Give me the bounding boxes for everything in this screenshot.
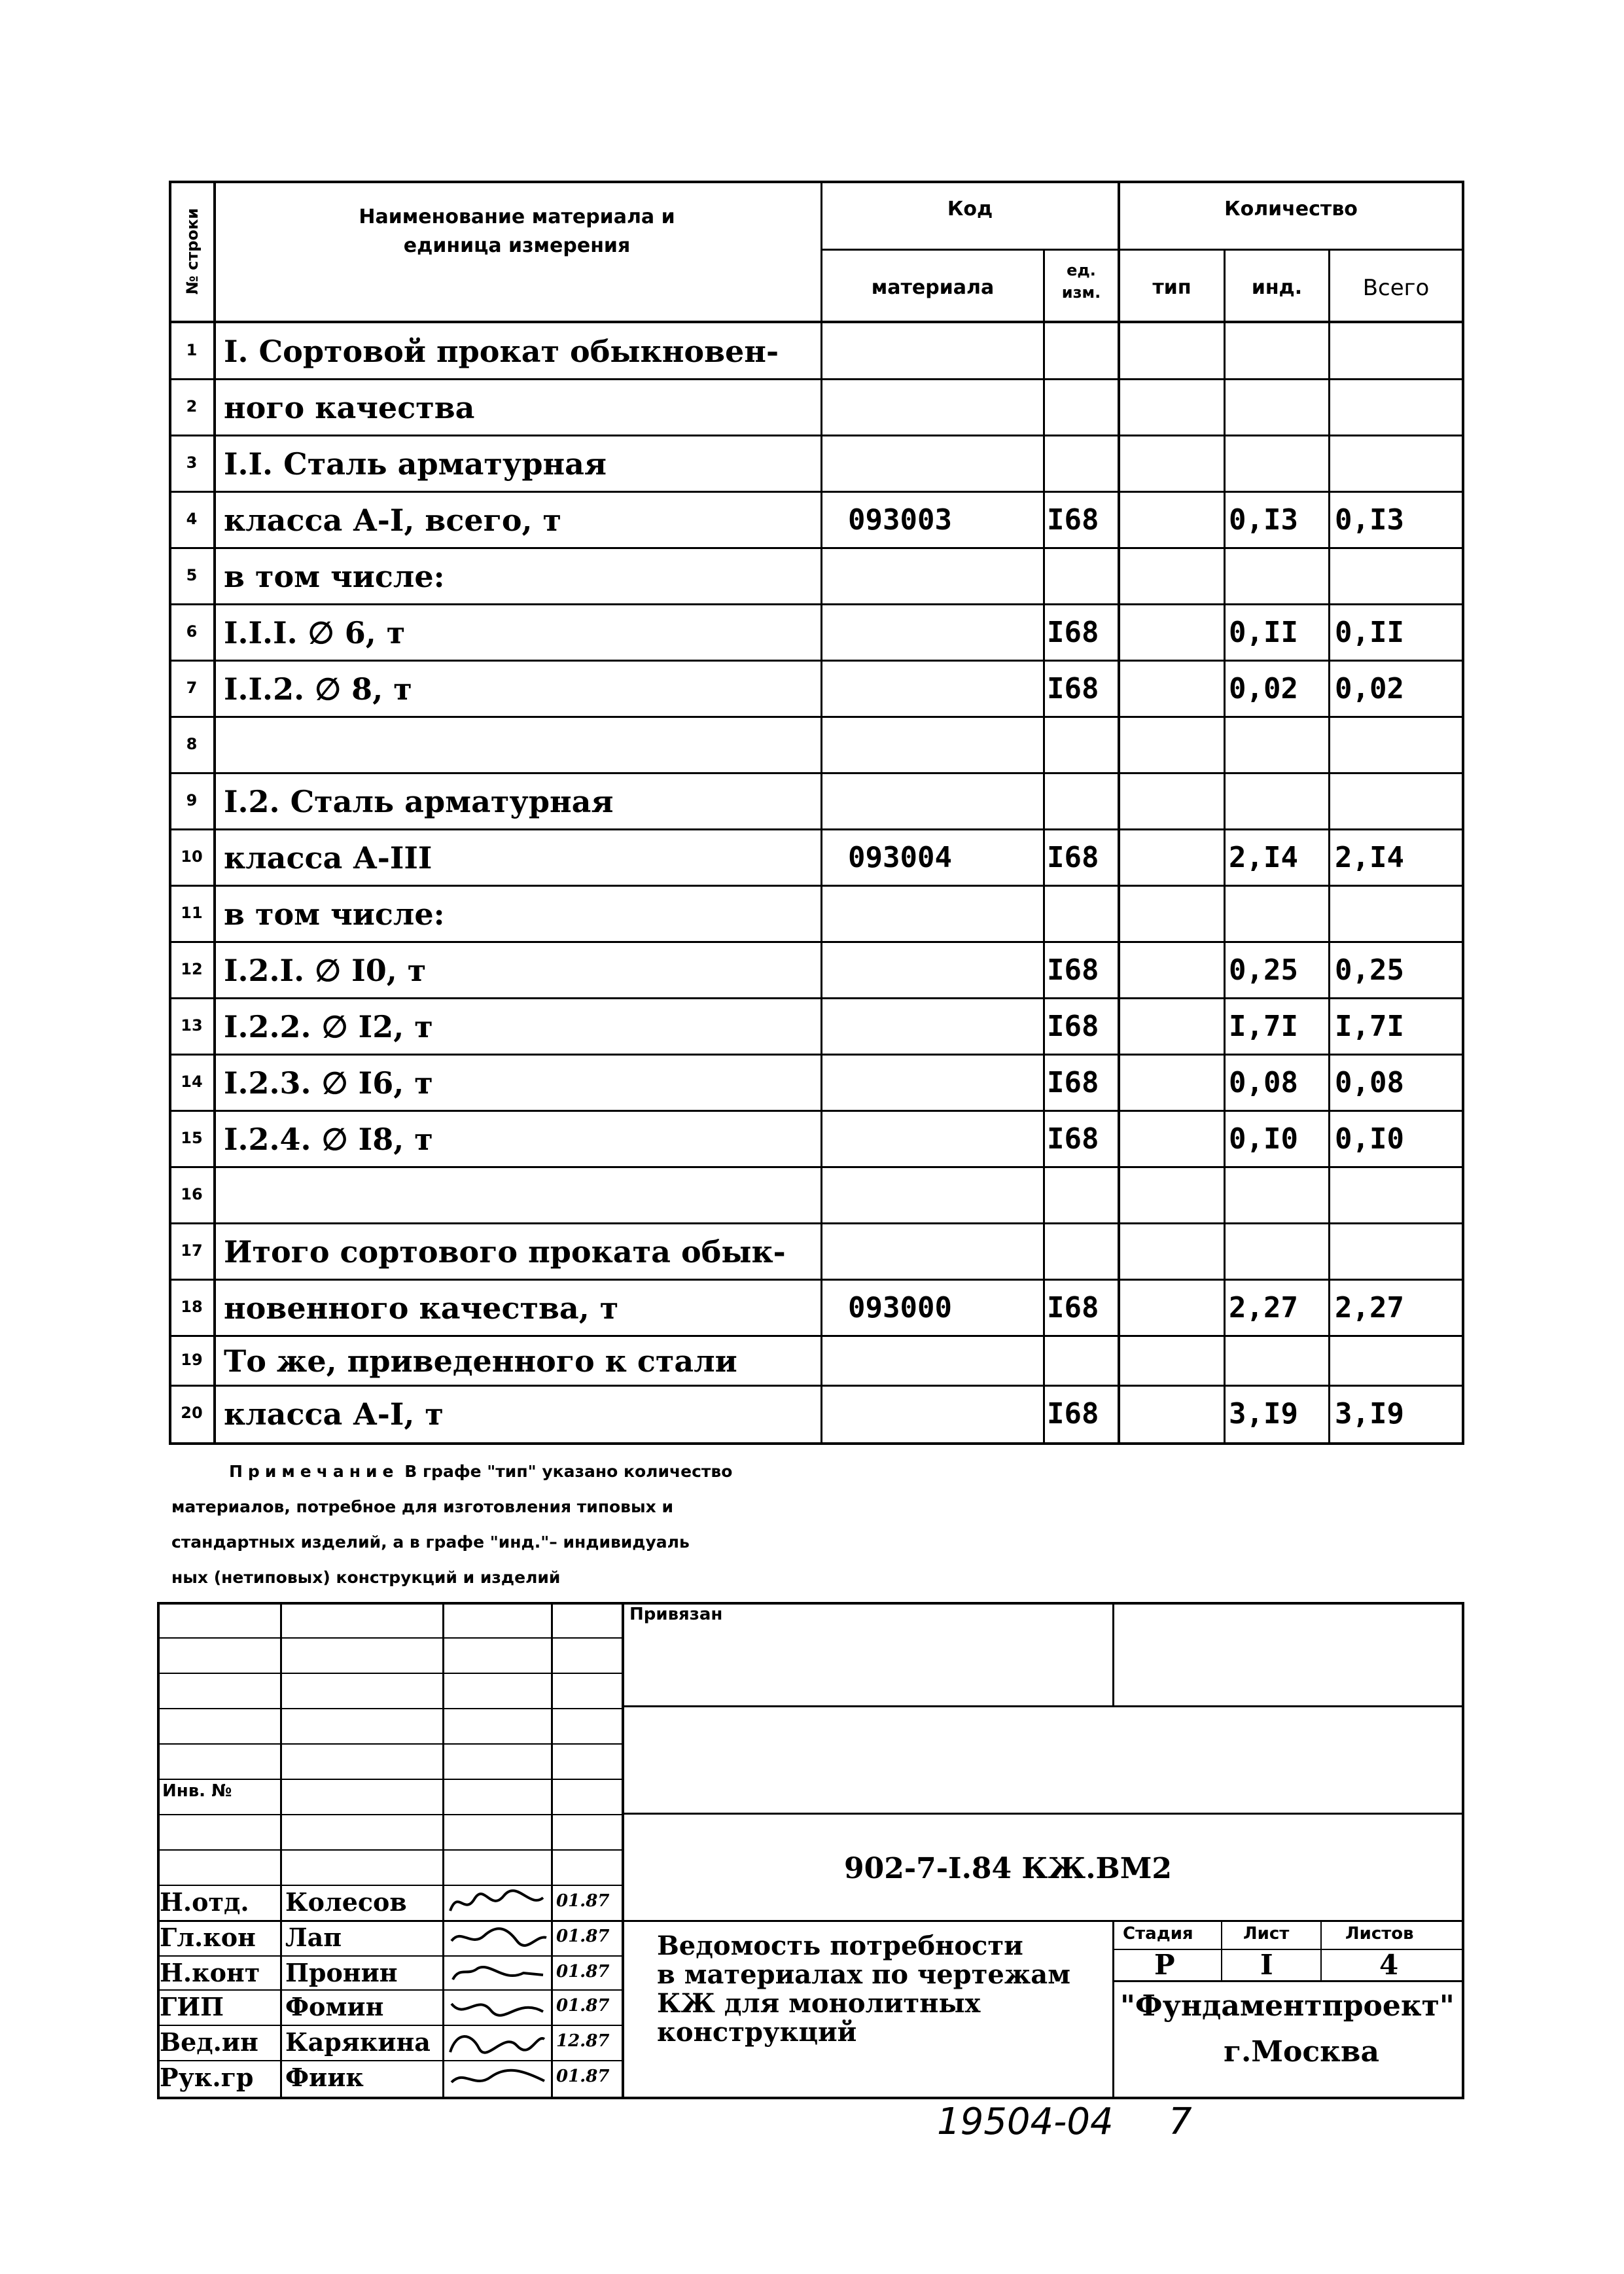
note-line-2: материалов, потребное для изготовления типовых и xyxy=(171,1497,673,1516)
qty-type xyxy=(1123,380,1221,436)
code-group-header: Код xyxy=(947,198,993,221)
qty-ind: 0,25 xyxy=(1229,953,1298,987)
row-number: 1 xyxy=(186,341,198,359)
material-name xyxy=(224,1167,813,1224)
material-code xyxy=(848,1224,1038,1280)
row-number: 16 xyxy=(181,1185,203,1203)
qty-ind: 0,I0 xyxy=(1229,1122,1298,1156)
signature-date: 12.87 xyxy=(556,2031,610,2051)
material-code xyxy=(848,1167,1038,1224)
row-number: 5 xyxy=(186,566,198,584)
material-name: I.I. Сталь арматурная xyxy=(224,446,607,482)
row-number: 6 xyxy=(186,622,198,641)
signature-date: 01.87 xyxy=(556,1927,610,1946)
code-unit-header: ед. изм. xyxy=(1061,261,1101,302)
qty-type xyxy=(1123,548,1221,605)
qty-type xyxy=(1123,605,1221,661)
qty-ind xyxy=(1229,1224,1326,1280)
material-name: I.2.4. ∅ I8, т xyxy=(224,1122,433,1157)
row-number: 19 xyxy=(181,1351,203,1369)
material-code: 093000 xyxy=(848,1291,952,1324)
document-title-line-2: в материалах по чертежам xyxy=(657,1959,1070,1990)
qty-ind xyxy=(1229,717,1326,773)
sheets-value: 4 xyxy=(1379,1949,1399,1981)
unit-code xyxy=(1047,323,1116,380)
qty-ind xyxy=(1229,548,1326,605)
qty-type xyxy=(1123,999,1221,1055)
stage-label: Стадия xyxy=(1123,1924,1193,1944)
signature-role: Гл.кон xyxy=(160,1923,256,1952)
signature-role: ГИП xyxy=(160,1992,224,2021)
handwritten-signature xyxy=(445,1886,550,1919)
unit-code xyxy=(1047,773,1116,830)
signature-role: Н.отд. xyxy=(160,1887,249,1917)
unit-code: I68 xyxy=(1047,1397,1099,1430)
row-number: 17 xyxy=(181,1241,203,1260)
material-code xyxy=(848,1111,1038,1167)
qty-ind xyxy=(1229,323,1326,380)
note-line-1: В графе "тип" указано количество xyxy=(404,1462,733,1481)
handwritten-signature xyxy=(445,1921,550,1954)
qty-total-header: Всего xyxy=(1362,275,1430,301)
qty-total: 0,II xyxy=(1335,616,1404,649)
signature-name: Пронин xyxy=(285,1958,398,1987)
qty-type xyxy=(1123,717,1221,773)
unit-code: I68 xyxy=(1047,1010,1099,1043)
material-code xyxy=(848,717,1038,773)
qty-ind xyxy=(1229,886,1326,942)
qty-total xyxy=(1335,436,1459,492)
material-code xyxy=(848,605,1038,661)
qty-total xyxy=(1335,717,1459,773)
qty-type xyxy=(1123,1055,1221,1111)
row-number: 14 xyxy=(181,1073,203,1091)
qty-ind: 0,02 xyxy=(1229,672,1298,705)
qty-type xyxy=(1123,886,1221,942)
material-code xyxy=(848,661,1038,717)
unit-code: I68 xyxy=(1047,1122,1099,1156)
material-code xyxy=(848,436,1038,492)
qty-ind: 0,I3 xyxy=(1229,503,1298,537)
unit-code: I68 xyxy=(1047,1291,1099,1324)
handwritten-signature xyxy=(445,1957,550,1989)
material-name: ного качества xyxy=(224,390,475,425)
signature-name: Колесов xyxy=(285,1887,407,1917)
material-code xyxy=(848,548,1038,605)
row-number: 12 xyxy=(181,960,203,978)
qty-total xyxy=(1335,380,1459,436)
qty-total xyxy=(1335,1336,1459,1386)
archive-number: 19504-04 xyxy=(937,2101,1114,2143)
material-code xyxy=(848,999,1038,1055)
material-name: класса А-I, всего, т xyxy=(224,503,562,538)
material-name xyxy=(224,717,813,773)
unit-code xyxy=(1047,1336,1116,1386)
material-code xyxy=(848,773,1038,830)
document-code: 902-7-I.84 КЖ.ВМ2 xyxy=(844,1852,1173,1885)
qty-ind xyxy=(1229,1167,1326,1224)
material-name: класса А-III xyxy=(224,840,432,876)
unit-code: I68 xyxy=(1047,841,1099,874)
qty-total: 0,08 xyxy=(1335,1066,1404,1099)
row-number: 20 xyxy=(181,1404,203,1422)
handwritten-signature xyxy=(445,2026,550,2059)
row-number: 7 xyxy=(186,679,198,697)
document-title-line-4: конструкций xyxy=(657,2017,857,2048)
row-number: 8 xyxy=(186,735,198,753)
qty-total: 0,25 xyxy=(1335,953,1404,987)
material-name: класса А-I, т xyxy=(224,1396,444,1432)
material-name: I.2.3. ∅ I6, т xyxy=(224,1065,433,1101)
signature-role: Рук.гр xyxy=(160,2063,254,2092)
qty-ind: 2,27 xyxy=(1229,1291,1298,1324)
qty-type xyxy=(1123,1386,1221,1442)
unit-code: I68 xyxy=(1047,1066,1099,1099)
row-number: 10 xyxy=(181,847,203,866)
material-name: в том числе: xyxy=(224,559,445,594)
row-number: 15 xyxy=(181,1129,203,1147)
signature-name: Фомин xyxy=(285,1992,384,2021)
qty-total: 0,I3 xyxy=(1335,503,1404,537)
material-code: 093004 xyxy=(848,841,952,874)
qty-type xyxy=(1123,830,1221,886)
qty-ind: 0,II xyxy=(1229,616,1298,649)
qty-total: 0,02 xyxy=(1335,672,1404,705)
stage-value: Р xyxy=(1154,1949,1175,1981)
material-code xyxy=(848,1336,1038,1386)
qty-ind: I,7I xyxy=(1229,1010,1298,1043)
material-code xyxy=(848,942,1038,999)
material-name-header: Наименование материала и единица измерения xyxy=(359,205,675,257)
row-number: 18 xyxy=(181,1298,203,1316)
qty-type xyxy=(1123,1336,1221,1386)
unit-code xyxy=(1047,380,1116,436)
qty-type xyxy=(1123,1111,1221,1167)
privyazan-label: Привязан xyxy=(629,1605,723,1624)
unit-code: I68 xyxy=(1047,616,1099,649)
sheet-label: Лист xyxy=(1243,1924,1290,1944)
note-line-4: ных (нетиповых) конструкций и изделий xyxy=(171,1568,561,1587)
material-code: 093003 xyxy=(848,503,952,537)
material-name: I.2. Сталь арматурная xyxy=(224,784,614,819)
organization-name: "Фундаментпроект" xyxy=(1120,1989,1455,2023)
signature-date: 01.87 xyxy=(556,1996,610,2016)
inv-no-label: Инв. № xyxy=(162,1781,232,1801)
unit-code: I68 xyxy=(1047,672,1099,705)
unit-code xyxy=(1047,1167,1116,1224)
qty-type xyxy=(1123,1167,1221,1224)
row-number: 3 xyxy=(186,453,198,472)
document-title-line-3: КЖ для монолитных xyxy=(657,1988,981,2019)
qty-group-header: Количество xyxy=(1224,198,1358,221)
note-title: Примечание xyxy=(229,1462,399,1481)
row-number: 4 xyxy=(186,510,198,528)
qty-total: 3,I9 xyxy=(1335,1397,1404,1430)
qty-total: 2,I4 xyxy=(1335,841,1404,874)
qty-type xyxy=(1123,492,1221,548)
material-name: I. Сортовой прокат обыкновен- xyxy=(224,334,779,369)
qty-total xyxy=(1335,548,1459,605)
unit-code xyxy=(1047,717,1116,773)
row-number: 2 xyxy=(186,397,198,416)
signature-name: Лап xyxy=(285,1923,342,1952)
qty-ind: 2,I4 xyxy=(1229,841,1298,874)
material-name: I.2.I. ∅ I0, т xyxy=(224,953,427,988)
material-name: в том числе: xyxy=(224,897,445,932)
qty-ind xyxy=(1229,436,1326,492)
row-number: 11 xyxy=(181,904,203,922)
material-name: I.I.2. ∅ 8, т xyxy=(224,671,412,707)
material-code xyxy=(848,323,1038,380)
qty-type xyxy=(1123,436,1221,492)
qty-total xyxy=(1335,773,1459,830)
signature-role: Вед.ин xyxy=(160,2027,258,2057)
row-number: 13 xyxy=(181,1016,203,1035)
material-code xyxy=(848,1055,1038,1111)
qty-ind: 3,I9 xyxy=(1229,1397,1298,1430)
signature-name: Фиик xyxy=(285,2063,364,2092)
qty-type xyxy=(1123,1224,1221,1280)
qty-total xyxy=(1335,323,1459,380)
qty-type xyxy=(1123,942,1221,999)
qty-ind xyxy=(1229,1336,1326,1386)
qty-total xyxy=(1335,886,1459,942)
qty-total: 2,27 xyxy=(1335,1291,1404,1324)
unit-code xyxy=(1047,436,1116,492)
unit-code xyxy=(1047,1224,1116,1280)
material-name: То же, приведенного к стали xyxy=(224,1343,737,1379)
unit-code: I68 xyxy=(1047,953,1099,987)
qty-total xyxy=(1335,1167,1459,1224)
signature-name: Карякина xyxy=(285,2027,431,2057)
qty-ind-header: инд. xyxy=(1251,276,1303,299)
signature-date: 01.87 xyxy=(556,1891,610,1911)
signature-date: 01.87 xyxy=(556,2067,610,2086)
qty-type xyxy=(1123,773,1221,830)
material-name: Итого сортового проката обык- xyxy=(224,1234,786,1270)
rows-number-header: № строки xyxy=(183,207,202,295)
unit-code: I68 xyxy=(1047,503,1099,537)
material-code xyxy=(848,380,1038,436)
qty-type xyxy=(1123,1280,1221,1336)
code-material-header: материала xyxy=(871,276,995,299)
handwritten-signature xyxy=(445,2061,550,2094)
qty-total: I,7I xyxy=(1335,1010,1404,1043)
handwritten-signature xyxy=(445,1991,550,2023)
qty-total xyxy=(1335,1224,1459,1280)
material-code xyxy=(848,886,1038,942)
signature-date: 01.87 xyxy=(556,1962,610,1981)
document-title-line-1: Ведомость потребности xyxy=(657,1930,1023,1961)
page-number: 7 xyxy=(1169,2101,1192,2143)
sheet-value: I xyxy=(1260,1949,1273,1981)
qty-type xyxy=(1123,661,1221,717)
organization-city: г.Москва xyxy=(1224,2035,1379,2069)
note-line-3: стандартных изделий, а в графе "инд."– индивидуаль xyxy=(171,1533,690,1552)
qty-ind xyxy=(1229,380,1326,436)
qty-total: 0,I0 xyxy=(1335,1122,1404,1156)
material-name: новенного качества, т xyxy=(224,1290,619,1326)
row-number: 9 xyxy=(186,791,198,809)
qty-type xyxy=(1123,323,1221,380)
qty-type-header: тип xyxy=(1152,276,1192,299)
qty-ind: 0,08 xyxy=(1229,1066,1298,1099)
unit-code xyxy=(1047,886,1116,942)
unit-code xyxy=(1047,548,1116,605)
signature-role: Н.конт xyxy=(160,1958,260,1987)
material-code xyxy=(848,1386,1038,1442)
qty-ind xyxy=(1229,773,1326,830)
material-name: I.I.I. ∅ 6, т xyxy=(224,615,406,650)
material-name: I.2.2. ∅ I2, т xyxy=(224,1009,433,1044)
sheets-label: Листов xyxy=(1345,1924,1414,1944)
